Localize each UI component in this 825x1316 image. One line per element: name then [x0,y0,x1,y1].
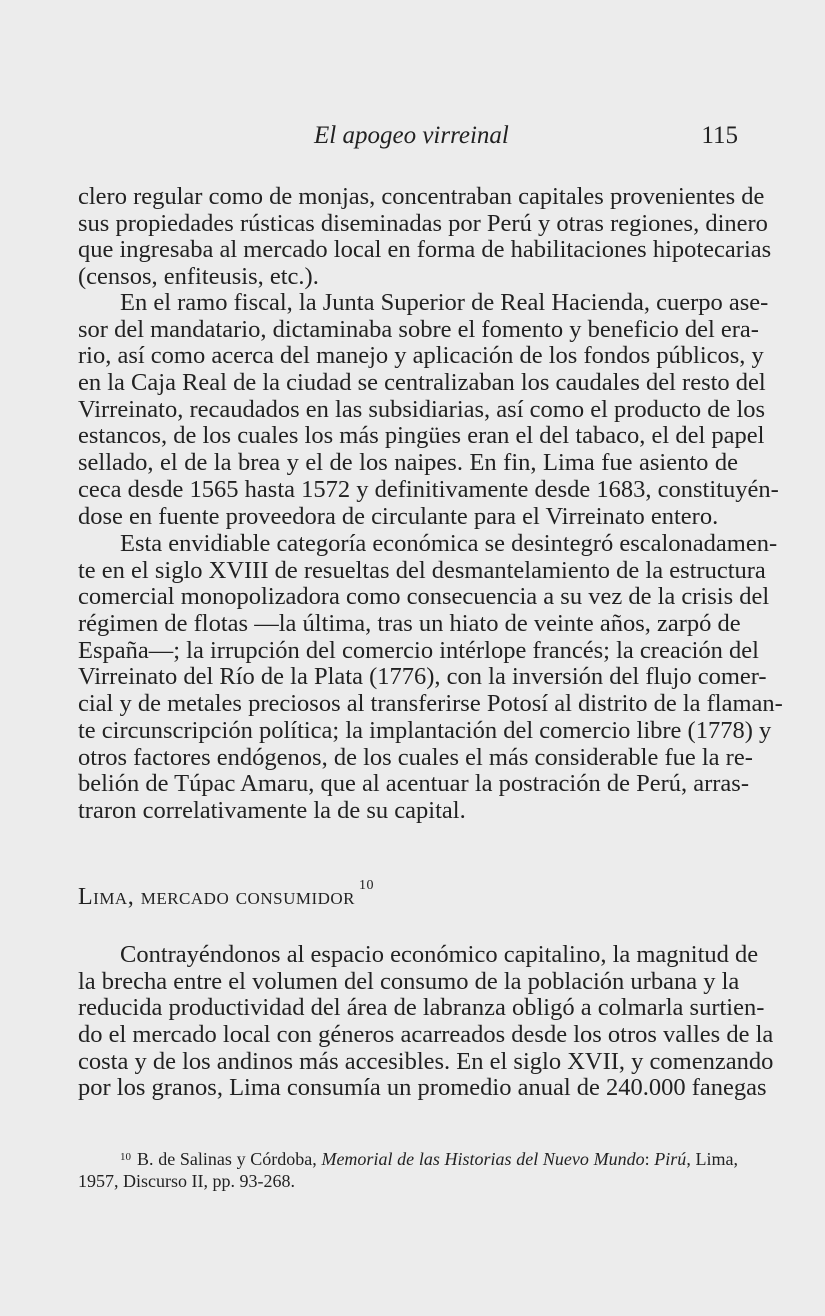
text-line: comercial monopolizadora como consecuencia a su vez de la crisis del [78,583,770,611]
text-line: En el ramo fiscal, la Junta Superior de Real Hacienda, cuerpo ase- [120,289,769,316]
footnote-line: 1957, Discurso II, pp. 93-268. [78,1171,295,1191]
text-line: la brecha entre el volumen del consumo de la población urbana y la [78,967,740,995]
text-line: sellado, el de la brea y el de los naipes. En fin, Lima fue asiento de [78,449,738,477]
text-line: Esta envidiable categoría económica se desintegró escalonadamen- [120,530,778,557]
text-line: clero regular como de monjas, concentraban capitales provenientes de [78,183,765,210]
text-line: traron correlativamente la de su capital. [78,796,466,824]
text-line: Virreinato, recaudados en las subsidiarias, así como el producto de los [78,395,766,423]
text-line: que ingresaba al mercado local en forma de habilitaciones hipotecarias [78,236,772,264]
footnote [78,1148,738,1192]
section-heading-text: Lima, mercado consumidor [78,884,356,910]
footnote-colon: : [644,1149,650,1169]
paragraph-3 [78,530,783,825]
text-line: estancos, de los cuales los más pingües eran el del tabaco, el del papel [78,422,765,450]
text-line: do el mercado local con géneros acarreados desde los otros valles de la [78,1021,774,1049]
text-line: belión de Túpac Amaru, que al acentuar la postración de Perú, arras- [78,770,749,798]
footnote-line [78,1148,738,1170]
text-line: reducida productividad del área de labranza obligó a colmarla surtien- [78,994,765,1022]
text-line: España—; la irrupción del comercio intérlope francés; la creación del [78,636,759,664]
text-line: costa y de los andinos más accesibles. En el siglo XVII, y comenzando [78,1047,774,1075]
text-line: sor del mandatario, dictaminaba sobre el fomento y beneficio del era- [78,315,759,343]
text-line: Virreinato del Río de la Plata (1776), con la inversión del flujo comer- [78,663,767,691]
text-line: sus propiedades rústicas diseminadas por Perú y otras regiones, dinero [78,209,768,237]
paragraph-1 [78,183,772,291]
footnote-number: 10 [120,1151,131,1163]
text-line: Contrayéndonos al espacio económico capitalino, la magnitud de [120,941,759,968]
footnote-work-title: Memorial de las Historias del Nuevo Mundo [321,1149,645,1169]
text-line: cial y de metales preciosos al transferirse Potosí al distrito de la flaman- [78,690,783,718]
paragraph-4 [78,941,774,1102]
footnote-place-title: Pirú [654,1149,687,1169]
text-line: te circunscripción política; la implantación del comercio libre (1778) y [78,716,772,744]
section-heading [78,878,375,911]
running-header [78,122,738,158]
footnote-author: B. de Salinas y Córdoba, [137,1149,317,1169]
text-line: régimen de flotas —la última, tras un hiato de veinte años, zarpó de [78,610,741,638]
text-line: ceca desde 1565 hasta 1572 y definitivamente desde 1683, constituyén- [78,475,779,503]
footnote-reference: 10 [359,878,375,893]
text-line: (censos, enfiteusis, etc.). [78,263,319,291]
text-line: por los granos, Lima consumía un promedio anual de 240.000 fanegas [78,1074,767,1102]
text-line: dose en fuente proveedora de circulante para el Virreinato entero. [78,502,719,530]
text-line: otros factores endógenos, de los cuales el más considerable fue la re- [78,743,753,771]
text-line: te en el siglo XVIII de resueltas del desmantelamiento de la estructura [78,556,766,584]
running-title: El apogeo virreinal [314,122,509,149]
text-line: en la Caja Real de la ciudad se centralizaban los caudales del resto del [78,369,766,397]
footnote-rest: , Lima, [686,1149,738,1169]
paragraph-2 [78,289,779,530]
page-number: 115 [701,122,738,149]
text-line: rio, así como acerca del manejo y aplicación de los fondos públicos, y [78,342,764,370]
